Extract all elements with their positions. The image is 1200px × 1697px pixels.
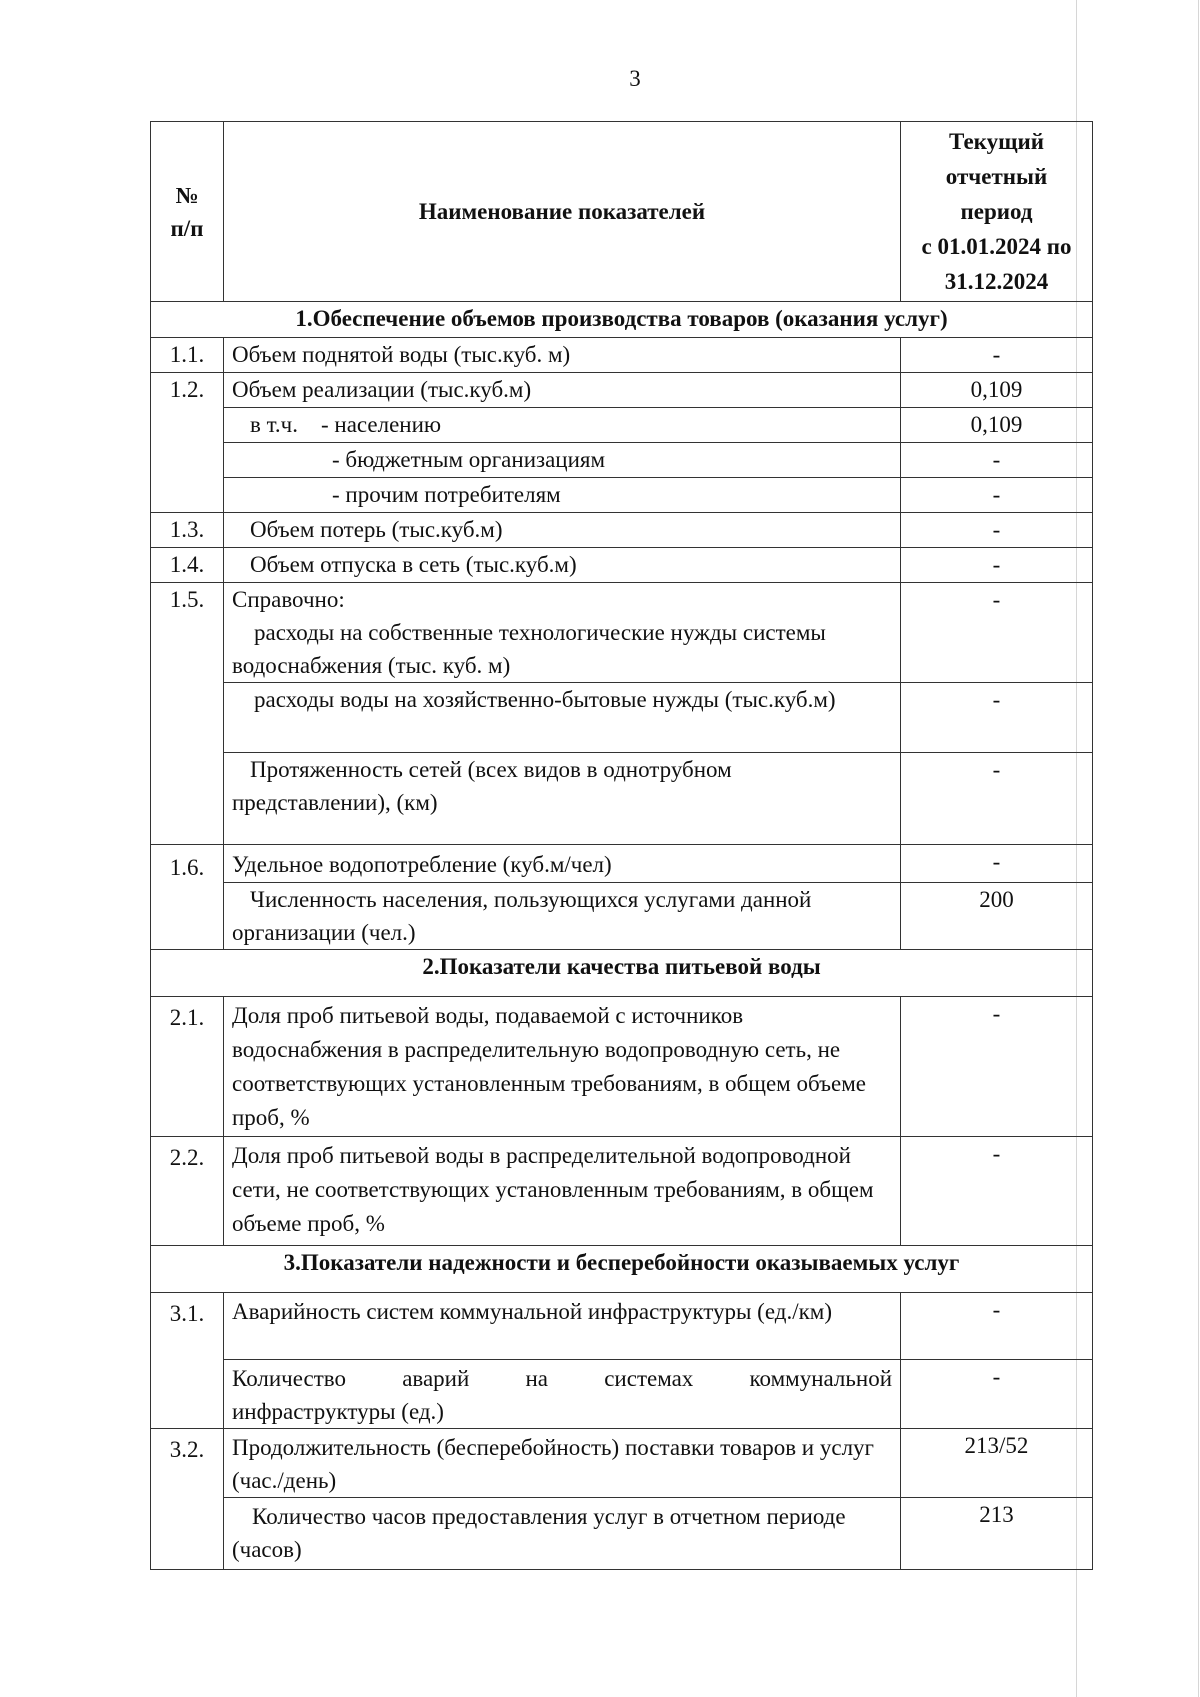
header-period-line: Текущий [948, 129, 1045, 154]
row-number: 1.1. [151, 338, 224, 373]
row-value: 213/52 [901, 1429, 1093, 1498]
table-row [151, 1293, 1093, 1360]
table-header-row [151, 122, 1093, 302]
row-indicator: Объем поднятой воды (тыс.куб. м) [224, 338, 901, 373]
row-value: - [901, 443, 1093, 478]
header-period-line: отчетный [945, 164, 1048, 189]
table-row [151, 1498, 1093, 1570]
row-value: - [901, 1293, 1093, 1360]
header-indicator-name: Наименование показателей [224, 122, 901, 302]
row-number: 1.5. [151, 583, 224, 845]
section-title-2: 2.Показатели качества питьевой воды [151, 950, 1093, 997]
table-row [151, 408, 1093, 443]
row-prefix: в т.ч. [250, 412, 298, 437]
header-period-line: 31.12.2024 [944, 269, 1049, 294]
table-row [151, 373, 1093, 408]
section-title-3: 3.Показатели надежности и бесперебойности оказываемых услуг [151, 1246, 1093, 1293]
row-number: 3.2. [151, 1429, 224, 1570]
header-period-line: период [960, 199, 1033, 224]
row-value: 213 [901, 1498, 1093, 1570]
table-row [151, 1137, 1093, 1246]
row-value: - [901, 478, 1093, 513]
row-value: 0,109 [901, 408, 1093, 443]
table-row [151, 513, 1093, 548]
row-indicator: Удельное водопотребление (куб.м/чел) [224, 845, 901, 883]
row-indicator [224, 583, 901, 683]
row-value: - [901, 997, 1093, 1137]
row-indicator: Доля проб питьевой воды, подаваемой с источников водоснабжения в распределительную водопроводную сеть, не соответствующих установленным требованиям, в общем объеме проб, % [224, 997, 901, 1137]
row-indicator-line: инфраструктуры (ед.) [232, 1399, 444, 1424]
table-row [151, 443, 1093, 478]
table-row [151, 883, 1093, 950]
row-value: 0,109 [901, 373, 1093, 408]
row-indicator: Численность населения, пользующихся услугами данной организации (чел.) [224, 883, 901, 950]
row-indicator: Объем реализации (тыс.куб.м) [224, 373, 901, 408]
table-row [151, 753, 1093, 845]
table-row [151, 845, 1093, 883]
row-indicator: расходы воды на хозяйственно-бытовые нужды (тыс.куб.м) [224, 683, 901, 753]
row-indicator [224, 1360, 901, 1429]
table-row [151, 1429, 1093, 1498]
row-number: 3.1. [151, 1293, 224, 1429]
row-indicator [224, 408, 901, 443]
row-number: 1.6. [151, 845, 224, 950]
row-indicator: Объем потерь (тыс.куб.м) [224, 513, 901, 548]
row-value: - [901, 338, 1093, 373]
table-row [151, 997, 1093, 1137]
page-number: 3 [629, 66, 641, 91]
row-value: - [901, 513, 1093, 548]
section-row [151, 1246, 1093, 1293]
row-number: 2.2. [151, 1137, 224, 1246]
row-value: - [901, 683, 1093, 753]
row-value: - [901, 753, 1093, 845]
header-period [901, 122, 1093, 302]
row-indicator: Количество часов предоставления услуг в отчетном периоде (часов) [224, 1498, 901, 1570]
row-indicator: Аварийность систем коммунальной инфраструктуры (ед./км) [224, 1293, 901, 1360]
row-indicator: Доля проб питьевой воды в распределительной водопроводной сети, не соответствующих установленным требованиям, в общем объеме проб, % [224, 1137, 901, 1246]
row-value: - [901, 548, 1093, 583]
row-value: - [901, 1360, 1093, 1429]
row-indicator: - бюджетным организациям [224, 443, 901, 478]
row-indicator: Протяженность сетей (всех видов в однотрубном представлении), (км) [224, 753, 901, 845]
table-row [151, 583, 1093, 683]
row-label: Справочно: [232, 587, 345, 612]
row-value: 200 [901, 883, 1093, 950]
row-number: 2.1. [151, 997, 224, 1137]
row-value: - [901, 1137, 1093, 1246]
table-row [151, 478, 1093, 513]
scan-edge-line [1198, 0, 1199, 1697]
indicators-table [150, 121, 1093, 1570]
table-row [151, 683, 1093, 753]
row-indicator: - прочим потребителям [224, 478, 901, 513]
section-row [151, 950, 1093, 997]
section-row [151, 302, 1093, 338]
row-number: 1.3. [151, 513, 224, 548]
row-indicator-text: - населению [321, 412, 442, 437]
row-value: - [901, 845, 1093, 883]
header-period-line: с 01.01.2024 по [921, 234, 1072, 259]
row-number: 1.4. [151, 548, 224, 583]
table-row [151, 548, 1093, 583]
row-indicator-line: Количество аварий на системах коммунальной [232, 1366, 892, 1391]
row-indicator: Продолжительность (бесперебойность) поставки товаров и услуг (час./день) [224, 1429, 901, 1498]
row-indicator-text: расходы на собственные технологические нужды системы водоснабжения (тыс. куб. м) [232, 620, 826, 678]
row-value: - [901, 583, 1093, 683]
header-number: № п/п [151, 122, 224, 302]
table-row [151, 1360, 1093, 1429]
row-number: 1.2. [151, 373, 224, 513]
section-title-1: 1.Обеспечение объемов производства товаров (оказания услуг) [151, 302, 1093, 338]
row-indicator: Объем отпуска в сеть (тыс.куб.м) [224, 548, 901, 583]
table-row [151, 338, 1093, 373]
